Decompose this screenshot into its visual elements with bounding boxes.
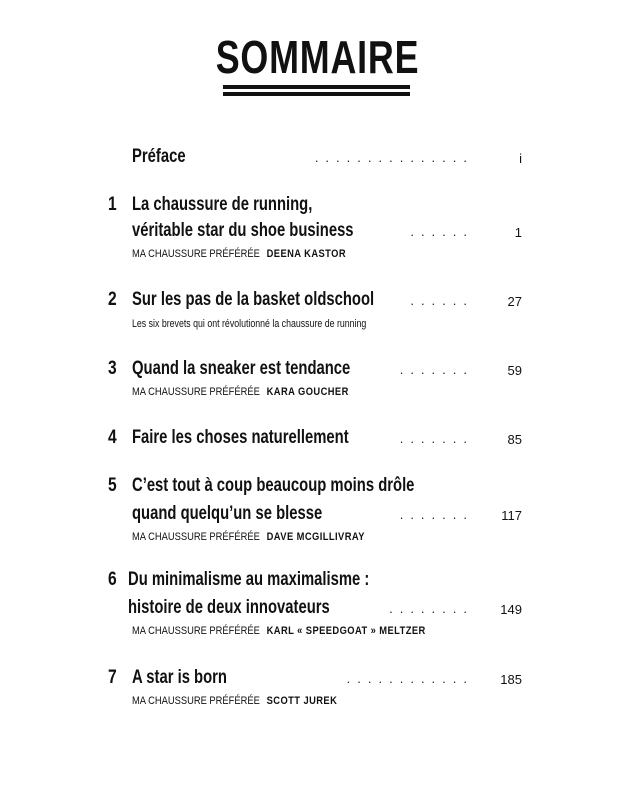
chapter-number: 6	[108, 569, 117, 590]
chapter-subtitle: Les six brevets qui ont révolutionné la chaussure de running	[132, 318, 367, 330]
runner-name: SCOTT JUREK	[266, 695, 338, 707]
toc-line	[132, 356, 522, 382]
runner-name: DAVE MCGILLIVRAY	[266, 531, 365, 543]
favorite-shoe-line	[132, 693, 337, 709]
page-number: i	[519, 151, 522, 166]
toc-line	[128, 567, 518, 593]
page-title: SOMMAIRE	[215, 31, 419, 83]
favorite-label: MA CHAUSSURE PRÉFÉRÉE	[132, 248, 260, 260]
chapter-number: 2	[108, 289, 117, 310]
leader-dots: ......	[410, 293, 474, 308]
page-number: 27	[507, 294, 522, 309]
entry-title: Préface	[132, 146, 186, 167]
chapter-number: 7	[108, 667, 117, 688]
leader-dots: ........	[389, 601, 474, 616]
entry-title-line-1: Du minimalisme au maximalisme :	[128, 569, 370, 590]
favorite-label: MA CHAUSSURE PRÉFÉRÉE	[132, 386, 260, 398]
entry-title-line-1: C’est tout à coup beaucoup moins drôle	[132, 475, 415, 496]
title-underline-bottom	[223, 92, 410, 96]
leader-dots: ............	[346, 671, 474, 686]
toc-line	[132, 425, 522, 451]
leader-dots: .......	[399, 362, 474, 377]
entry-title: Sur les pas de la basket oldschool	[132, 289, 375, 310]
page-number: 185	[500, 672, 522, 687]
title-underline-top	[223, 85, 410, 89]
favorite-label: MA CHAUSSURE PRÉFÉRÉE	[132, 531, 260, 543]
toc-line	[128, 595, 522, 621]
entry-title: Quand la sneaker est tendance	[132, 358, 351, 379]
page-number: 59	[507, 363, 522, 378]
favorite-shoe-line	[132, 246, 346, 262]
favorite-label: MA CHAUSSURE PRÉFÉRÉE	[132, 695, 260, 707]
toc-line	[132, 144, 522, 170]
leader-dots: ...............	[314, 150, 474, 165]
favorite-shoe-line	[132, 384, 349, 400]
runner-name: KARL « SPEEDGOAT » MELTZER	[266, 625, 426, 637]
page-number: 149	[500, 602, 522, 617]
toc-line	[132, 665, 522, 691]
page-number: 1	[514, 225, 522, 240]
entry-title: A star is born	[132, 667, 227, 688]
toc-line	[132, 218, 522, 244]
toc-line	[132, 501, 522, 527]
entry-title-line-1: La chaussure de running,	[132, 194, 313, 215]
runner-name: DEENA KASTOR	[266, 248, 347, 260]
toc-line	[132, 287, 522, 313]
toc-line	[132, 473, 522, 499]
entry-title-line-2: quand quelqu’un se blesse	[132, 503, 323, 524]
favorite-shoe-line	[132, 529, 365, 545]
runner-name: KARA GOUCHER	[266, 386, 349, 398]
entry-title: Faire les choses naturellement	[132, 427, 349, 448]
chapter-number: 5	[108, 475, 117, 496]
chapter-number: 1	[108, 194, 117, 215]
chapter-number: 4	[108, 427, 117, 448]
page-number: 117	[501, 508, 522, 523]
toc-line	[132, 192, 522, 218]
entry-title-line-2: histoire de deux innovateurs	[128, 597, 330, 618]
entry-title-line-2: véritable star du shoe business	[132, 220, 354, 241]
leader-dots: .......	[399, 431, 474, 446]
title-block	[0, 30, 634, 84]
leader-dots: ......	[410, 224, 474, 239]
favorite-shoe-line	[132, 623, 426, 639]
leader-dots: .......	[399, 507, 474, 522]
chapter-number: 3	[108, 358, 117, 379]
page-number: 85	[507, 432, 522, 447]
favorite-label: MA CHAUSSURE PRÉFÉRÉE	[132, 625, 260, 637]
